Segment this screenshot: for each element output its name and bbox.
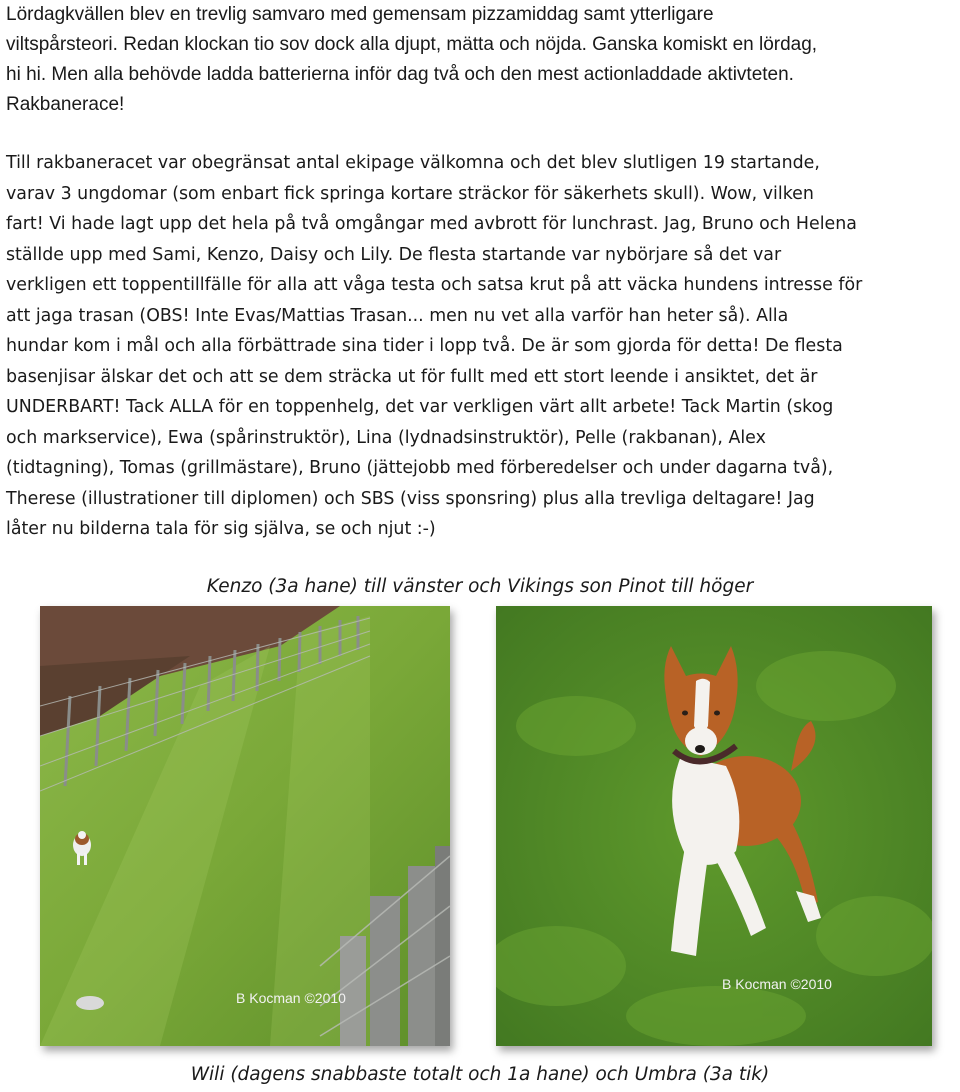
- photo-pinot-illustration: [496, 606, 932, 1046]
- body-line: låter nu bilderna tala för sig själva, se och njut :-): [6, 519, 436, 539]
- intro-line: hi hi. Men alla behövde ladda batterierna inför dag två och den mest actionladdade aktivteten.: [6, 64, 794, 85]
- body-line: hundar kom i mål och alla förbättrade sina tider i lopp två. De är som gjorda för detta! De flesta: [6, 336, 843, 356]
- photo-watermark: B Kocman ©2010: [236, 990, 346, 1006]
- body-line: Till rakbaneracet var obegränsat antal ekipage välkomna och det blev slutligen 19 startande,: [6, 153, 820, 173]
- photo-caption-top: Kenzo (3a hane) till vänster och Vikings son Pinot till höger: [206, 576, 754, 597]
- body-line: att jaga trasan (OBS! Inte Evas/Mattias Trasan... men nu vet alla varför han heter så). Alla: [6, 305, 789, 326]
- intro-line: Lördagkvällen blev en trevlig samvaro med gemensam pizzamiddag samt ytterligare: [6, 4, 714, 25]
- intro-line: Rakbanerace!: [6, 94, 125, 115]
- body-line: Therese (illustrationer till diplomen) och SBS (viss sponsring) plus alla trevliga deltagare! Jag: [6, 488, 815, 509]
- body-line: och markservice), Ewa (spårinstruktör), Lina (lydnadsinstruktör), Pelle (rakbanan), Alex: [6, 427, 766, 448]
- body-line: varav 3 ungdomar (som enbart fick springa kortare sträckor för säkerhets skull). Wow, vilken: [6, 183, 814, 204]
- intro-line: viltspårsteori. Redan klockan tio sov dock alla djupt, mätta och nöjda. Ganska komiskt en lördag,: [6, 34, 818, 55]
- race-paragraph: [6, 148, 956, 545]
- photo-caption-bottom: Wili (dagens snabbaste totalt och 1a hane) och Umbra (3a tik): [190, 1064, 770, 1085]
- body-line: UNDERBART! Tack ALLA för en toppenhelg, det var verkligen värt allt arbete! Tack Martin (skog: [6, 397, 834, 417]
- photo-watermark: B Kocman ©2010: [722, 976, 832, 992]
- photo-kenzo: [40, 606, 450, 1046]
- body-line: fart! Vi hade lagt upp det hela på två omgångar med avbrott för lunchrast. Jag, Bruno och Helena: [6, 214, 857, 234]
- intro-paragraph: [6, 0, 956, 120]
- body-line: basenjisar älskar det och att se dem sträcka ut för fullt med ett stort leende i ansiktet, det är: [6, 366, 818, 387]
- photo-kenzo-illustration: [40, 606, 450, 1046]
- body-line: verkligen ett toppentillfälle för alla att våga testa och satsa krut på att väcka hundens intresse för: [6, 275, 863, 295]
- photo-pinot: [496, 606, 932, 1046]
- body-line: (tidtagning), Tomas (grillmästare), Bruno (jättejobb med förberedelser och under dagarna två),: [6, 458, 834, 478]
- body-line: ställde upp med Sami, Kenzo, Daisy och Lily. De flesta startande var nybörjare så det var: [6, 244, 782, 265]
